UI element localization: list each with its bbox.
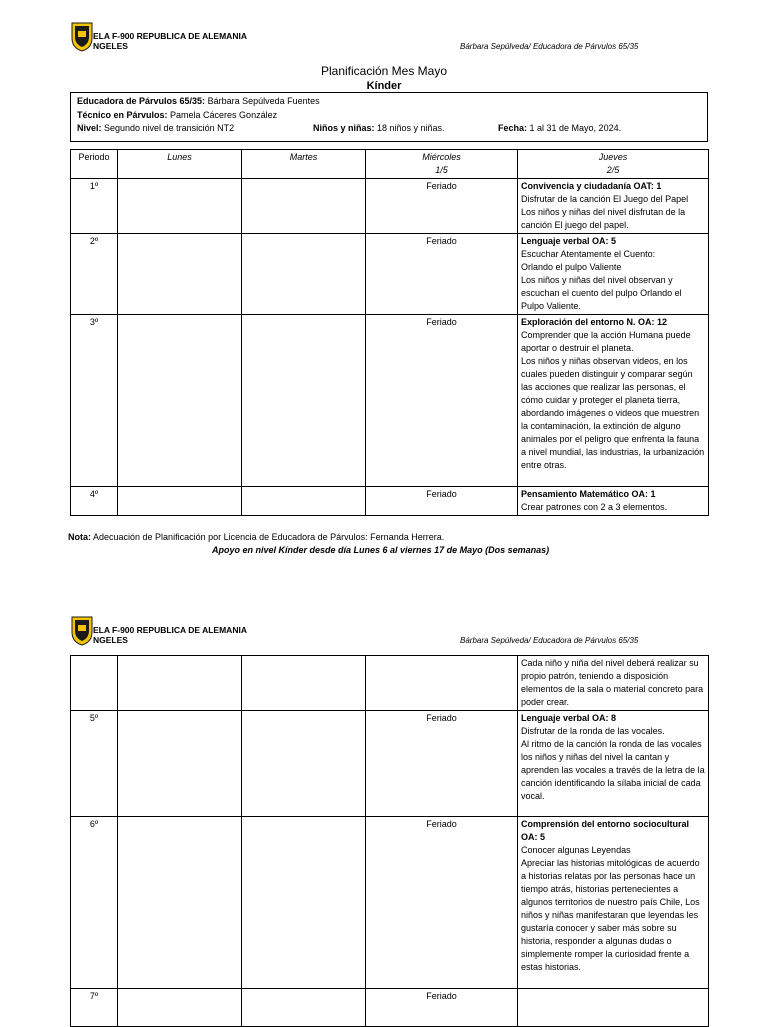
jueves-cell [518,179,709,234]
school-name [93,625,247,645]
lunes-cell [118,656,242,711]
school-name-line1: ELA F-900 REPUBLICA DE ALEMANIA [93,31,247,41]
planning-table-continued [70,655,709,1027]
table-row [71,234,709,315]
header-miercoles-date: 1/5 [435,165,448,175]
martes-cell [242,179,366,234]
periodo-cell: 4º [71,487,118,516]
lunes-cell [118,711,242,817]
jueves-cell [518,487,709,516]
header-miercoles [366,150,518,179]
martes-cell [242,711,366,817]
info-box [70,92,708,142]
table-row [71,989,709,1027]
school-name-line2: NGELES [93,41,128,51]
lunes-cell [118,234,242,315]
jueves-cell [518,817,709,989]
miercoles-cell: Feriado [366,817,518,989]
header-jueves-label: Jueves [598,152,628,162]
author-line: Bárbara Sepúlveda/ Educadora de Párvulos 65/35 [460,42,639,51]
periodo-cell [71,656,118,711]
school-name-line2: NGELES [93,635,128,645]
miercoles-cell: Feriado [366,989,518,1027]
martes-cell [242,315,366,487]
planning-table [70,149,709,516]
header-martes: Martes [242,150,366,179]
fecha-value: 1 al 31 de Mayo, 2024. [527,123,622,133]
jueves-cell [518,315,709,487]
periodo-cell: 2º [71,234,118,315]
activity-title: Exploración del entorno N. OA: 12 [521,317,668,327]
activity-title: Lenguaje verbal OA: 8 [521,713,617,723]
miercoles-cell: Feriado [366,487,518,516]
periodo-cell: 6º [71,817,118,989]
tecnico-row [77,109,701,123]
header-jueves [518,150,709,179]
lunes-cell [118,817,242,989]
martes-cell [242,817,366,989]
table-row [71,817,709,989]
author-line: Bárbara Sepúlveda/ Educadora de Párvulos 65/35 [460,636,639,645]
miercoles-cell [366,656,518,711]
activity-text: Disfrutar de la ronda de las vocales. Al ritmo de la canción la ronda de las vocales los niños y niñas del nivel la cantan y aprenden las vocales a través de la letra de la canción identificando la sílaba inicial de cada vocal. [521,726,705,801]
jueves-cell [518,989,709,1027]
header-miercoles-label: Miércoles [422,152,461,162]
martes-cell [242,656,366,711]
school-logo [71,22,93,57]
activity-title: Lenguaje verbal OA: 5 [521,236,617,246]
lunes-cell [118,179,242,234]
lunes-cell [118,989,242,1027]
periodo-cell: 7º [71,989,118,1027]
table-row [71,656,709,711]
table-row [71,179,709,234]
activity-title: Convivencia y ciudadanía OAT: 1 [521,181,662,191]
page-subtitle: Kínder [366,80,402,92]
jueves-cell [518,234,709,315]
miercoles-cell: Feriado [366,234,518,315]
lunes-cell [118,487,242,516]
activity-text: Conocer algunas Leyendas Apreciar las historias mitológicas de acuerdo a historias relatas por las personas hace un tiempo atrás, historias pertenecientes a algunos territorios de nuestro país Chile, Los niños y niñas manifestaran que leyendas les gustaría conocer y saber más sobre su historia, responder a algunas dudas o simplemente romper la curiosidad frente a estas historias. [521,845,700,972]
nivel-value: Segundo nivel de transición NT2 [101,123,235,133]
activity-title: Pensamiento Matemático OA: 1 [521,489,656,499]
educadora-value: Bárbara Sepúlveda Fuentes [205,96,320,106]
support-note: Apoyo en nivel Kínder desde día Lunes 6 al viernes 17 de Mayo (Dos semanas) [212,545,550,555]
school-name-line1: ELA F-900 REPUBLICA DE ALEMANIA [93,625,247,635]
activity-text: Escuchar Atentamente el Cuento: Orlando el pulpo Valiente Los niños y niñas del nivel observan y escuchan el cuento del pulpo Orlando el Pulpo Valiente. [521,249,682,311]
nivel-label: Nivel: [77,123,102,133]
martes-cell [242,487,366,516]
table-header-row [71,150,709,179]
note-text: Adecuación de Planificación por Licencia de Educadora de Párvulos: Fernanda Herrera. [91,532,445,542]
header-lunes: Lunes [118,150,242,179]
activity-text: Comprender que la acción Humana puede aportar o destruir el planeta. Los niños y niñas observan videos, en los cuales pueden distinguir y comparar según las acciones que realizar las personas, el cómo cuidar y proteger el planeta tierra, abordando imágenes o videos que muestren la contaminación, la extinción de alguno animales por el peligro que enfrenta la fauna a nivel mundial, las industrias, la urbanización entre otras. [521,330,705,470]
school-name [93,31,247,51]
nivel-row [77,122,701,136]
page-title: Planificación Mes Mayo [320,64,448,78]
table-row [71,487,709,516]
header-periodo: Periodo [71,150,118,179]
periodo-cell: 5º [71,711,118,817]
note [68,532,444,542]
martes-cell [242,234,366,315]
educadora-row [77,95,701,109]
table-row [71,315,709,487]
activity-text: Cada niño y niña del nivel deberá realizar su propio patrón, teniendo a disposición elementos de la sala o material concreto para poder crear. [521,658,704,707]
tecnico-label: Técnico en Párvulos: [77,109,168,120]
activity-title: Comprensión del entorno sociocultural OA: 5 [521,819,690,842]
note-label: Nota: [68,532,91,542]
periodo-cell: 1º [71,179,118,234]
activity-text: Crear patrones con 2 a 3 elementos. [521,502,668,512]
lunes-cell [118,315,242,487]
periodo-cell: 3º [71,315,118,487]
header-jueves-date: 2/5 [606,165,620,175]
jueves-cell [518,656,709,711]
activity-text: Disfrutar de la canción El Juego del Papel Los niños y niñas del nivel disfrutan de la canción El juego del papel. [521,194,689,230]
martes-cell [242,989,366,1027]
ninos-value: 18 niños y niñas. [374,123,445,133]
ninos-label: Niños y niñas: [313,123,375,133]
table-row [71,711,709,817]
tecnico-value: Pamela Cáceres González [167,109,278,120]
fecha-label: Fecha: [498,123,528,133]
miercoles-cell: Feriado [366,711,518,817]
school-logo [71,616,93,651]
miercoles-cell: Feriado [366,179,518,234]
educadora-label: Educadora de Párvulos 65/35: [77,96,206,106]
miercoles-cell: Feriado [366,315,518,487]
jueves-cell [518,711,709,817]
